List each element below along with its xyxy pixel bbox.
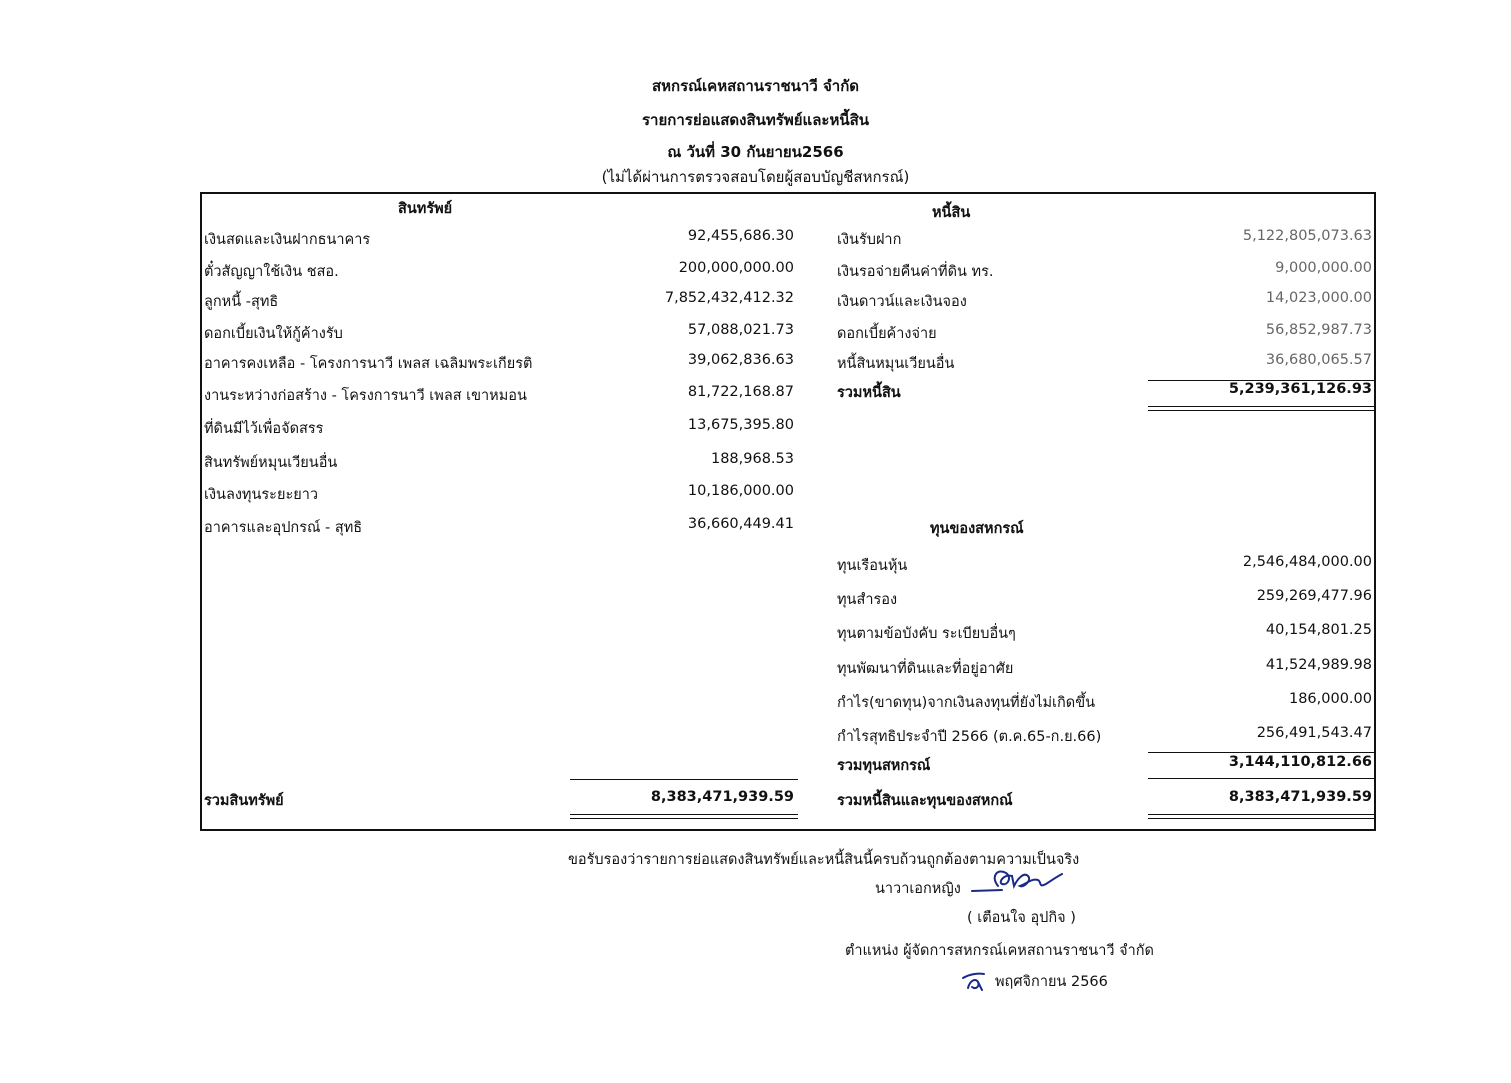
equity-row-label: กำไร(ขาดทุน)จากเงินลงทุนที่ยังไม่เกิดขึ้น <box>837 695 1096 711</box>
equity-row <box>202 691 1374 713</box>
equity-row-label: ทุนตามข้อบังคับ ระเบียบอื่นๆ <box>837 626 1016 642</box>
liabilities-heading: หนี้สิน <box>932 205 971 221</box>
signature-icon <box>968 864 1068 900</box>
asset-row-label: ลูกหนี้ -สุทธิ <box>204 294 279 310</box>
asset-row-value: 188,968.53 <box>710 451 794 467</box>
equity-total-line <box>1148 752 1376 753</box>
liability-row-label: หนี้สินหมุนเวียนอื่น <box>837 356 955 372</box>
asset-row-label: สินทรัพย์หมุนเวียนอื่น <box>204 455 338 471</box>
equity-row-label: กำไรสุทธิประจำปี 2566 (ต.ค.65-ก.ย.66) <box>837 729 1102 745</box>
sign-date: พฤศจิกายน 2566 <box>995 974 1108 990</box>
asset-row-value: 13,675,395.80 <box>687 417 794 433</box>
equity-row-label: ทุนสำรอง <box>837 592 898 608</box>
asset-row-label: ตั๋วสัญญาใช้เงิน ชสอ. <box>204 264 339 280</box>
liability-row-label: เงินรับฝาก <box>837 232 902 248</box>
liability-row <box>202 290 1374 312</box>
grand-total-row <box>202 789 1374 811</box>
asset-row <box>202 516 1374 538</box>
equity-row-value: 256,491,543.47 <box>1256 725 1372 741</box>
liabilities-total-value: 5,239,361,126.93 <box>1228 381 1372 397</box>
audit-note: (ไม่ได้ผ่านการตรวจสอบโดยผู้สอบบัญชีสหกรณ์) <box>601 168 910 186</box>
equity-total-row <box>202 754 1374 776</box>
asset-row <box>202 417 1374 439</box>
liability-row <box>202 260 1374 282</box>
equity-total-label: รวมทุนสหกรณ์ <box>837 758 931 774</box>
assets-dbl-line-2 <box>570 818 798 819</box>
liability-row-label: ดอกเบี้ยค้างจ่าย <box>837 326 937 342</box>
equity-row <box>202 588 1374 610</box>
asset-row-value: 7,852,432,412.32 <box>664 290 794 306</box>
asset-row-label: อาคารคงเหลือ - โครงการนาวี เพลส เฉลิมพระเกียรติ <box>204 356 533 372</box>
asset-row-value: 39,062,836.63 <box>687 352 794 368</box>
asset-row-label: เงินสดและเงินฝากธนาคาร <box>204 232 371 248</box>
handwritten-day-icon <box>960 970 988 992</box>
liabilities-dbl-line-1 <box>1148 406 1376 407</box>
grand-dbl-line-1 <box>1148 814 1376 815</box>
signer-position: ตำแหน่ง ผู้จัดการสหกรณ์เคหสถานราชนาวี จำกัด <box>845 943 1154 959</box>
liability-row-label: เงินรอจ่ายคืนค่าที่ดิน ทร. <box>837 264 994 280</box>
liability-row <box>202 352 1374 374</box>
equity-row-value: 259,269,477.96 <box>1256 588 1372 604</box>
equity-heading: ทุนของสหกรณ์ <box>930 521 1024 537</box>
liability-row <box>202 228 1374 250</box>
liability-row-label: เงินดาวน์และเงินจอง <box>837 294 967 310</box>
equity-row-label: ทุนพัฒนาที่ดินและที่อยู่อาศัย <box>837 661 1014 677</box>
equity-row-label: ทุนเรือนหุ้น <box>837 558 908 574</box>
liabilities-dbl-line-2 <box>1148 410 1376 411</box>
liabilities-total-label: รวมหนี้สิน <box>837 385 901 401</box>
asset-row-value: 200,000,000.00 <box>678 260 794 276</box>
equity-row <box>202 657 1374 679</box>
asset-row-value: 36,660,449.41 <box>687 516 794 532</box>
asset-row-value: 92,455,686.30 <box>687 228 794 244</box>
equity-row <box>202 554 1374 576</box>
balance-sheet <box>200 192 1376 831</box>
assets-total-value: 8,383,471,939.59 <box>650 789 794 805</box>
equity-total-value: 3,144,110,812.66 <box>1228 754 1372 770</box>
grand-total-label: รวมหนี้สินและทุนของสหกณ์ <box>837 793 1013 809</box>
liability-row-value: 36,680,065.57 <box>1265 352 1372 368</box>
equity-row <box>202 622 1374 644</box>
liability-row-value: 5,122,805,073.63 <box>1242 228 1372 244</box>
asset-row-value: 57,088,021.73 <box>687 322 794 338</box>
certification-text: ขอรับรองว่ารายการย่อแสดงสินทรัพย์และหนี้สินนี้ครบถ้วนถูกต้องตามความเป็นจริง <box>568 852 1080 868</box>
signer-name: ( เตือนใจ อุปกิจ ) <box>967 910 1076 926</box>
asset-row-label: เงินลงทุนระยะยาว <box>204 487 319 503</box>
liability-row <box>202 322 1374 344</box>
assets-total-line <box>570 779 798 780</box>
signer-rank: นาวาเอกหญิง <box>875 881 961 897</box>
assets-total-label: รวมสินทรัพย์ <box>204 793 284 809</box>
equity-row-value: 2,546,484,000.00 <box>1242 554 1372 570</box>
liability-row-value: 56,852,987.73 <box>1265 322 1372 338</box>
equity-row-value: 40,154,801.25 <box>1265 622 1372 638</box>
assets-dbl-line-1 <box>570 814 798 815</box>
liabilities-total-row <box>202 381 1374 403</box>
assets-heading: สินทรัพย์ <box>398 201 453 217</box>
grand-total-value: 8,383,471,939.59 <box>1228 789 1372 805</box>
liability-row-value: 9,000,000.00 <box>1275 260 1372 276</box>
equity-row-value: 186,000.00 <box>1288 691 1372 707</box>
asset-row-value: 10,186,000.00 <box>687 483 794 499</box>
asset-row-label: ดอกเบี้ยเงินให้กู้ค้างรับ <box>204 326 343 342</box>
equity-row-value: 41,524,989.98 <box>1265 657 1372 673</box>
asset-row-label: งานระหว่างก่อสร้าง - โครงการนาวี เพลส เขาหมอน <box>204 388 527 404</box>
asset-row <box>202 483 1374 505</box>
org-name: สหกรณ์เคหสถานราชนาวี จำกัด <box>651 77 860 95</box>
asset-row-label: อาคารและอุปกรณ์ - สุทธิ <box>204 520 363 536</box>
asset-row-value: 81,722,168.87 <box>687 384 794 400</box>
grand-dbl-line-2 <box>1148 818 1376 819</box>
report-title: รายการย่อแสดงสินทรัพย์และหนี้สิน <box>641 111 869 129</box>
report-date: ณ วันที่ 30 กันยายน2566 <box>667 143 844 161</box>
asset-row <box>202 451 1374 473</box>
liability-row-value: 14,023,000.00 <box>1265 290 1372 306</box>
asset-row-label: ที่ดินมีไว้เพื่อจัดสรร <box>204 421 324 437</box>
equity-row <box>202 725 1374 747</box>
equity-total-bottom-line <box>1148 778 1376 779</box>
